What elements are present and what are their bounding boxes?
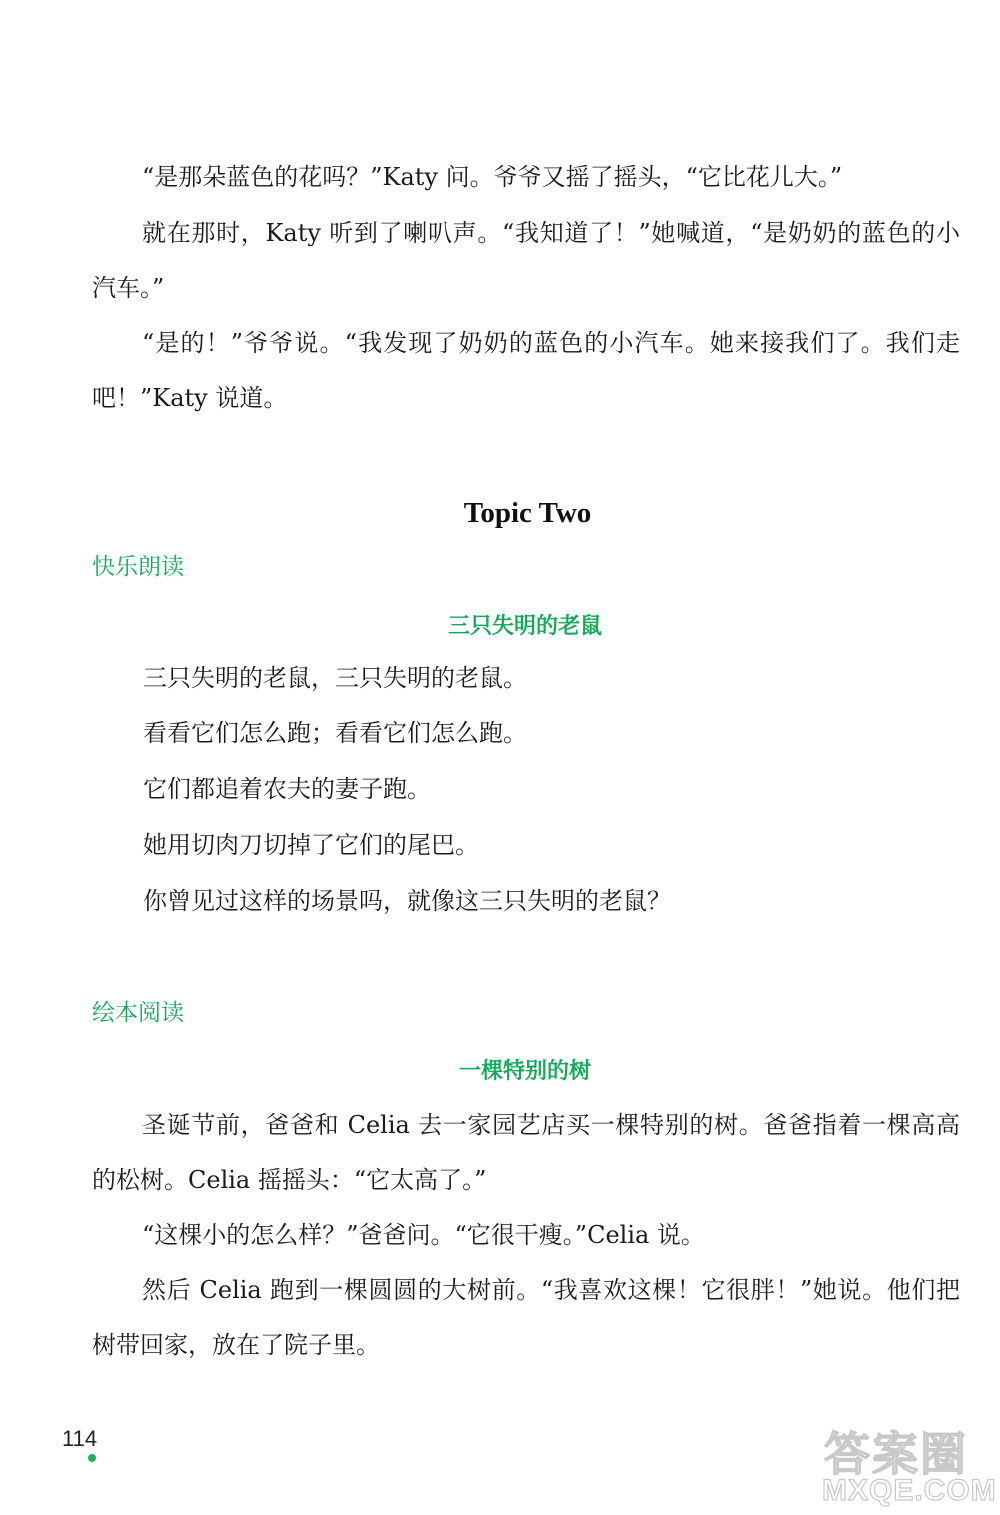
story-paragraph-2: 就在那时，Katy 听到了喇叭声。“我知道了！”她喊道，“是奶奶的蓝色的小汽车。”	[92, 219, 960, 302]
story-paragraph-1: “是那朵蓝色的花吗？”Katy 问。爷爷又摇了摇头，“它比花儿大。”	[142, 163, 843, 191]
watermark-title: 答案圈	[824, 1428, 968, 1480]
tree-paragraph-3: 然后 Celia 跑到一棵圆圆的大树前。“我喜欢这棵！它很胖！”她说。他们把树带回家，放在了院子里。	[92, 1276, 960, 1359]
tree-paragraph-2: “这棵小的怎么样？”爸爸问。“它很干瘦。”Celia 说。	[142, 1221, 705, 1249]
page-number-dot	[88, 1454, 96, 1462]
poem-line-1: 三只失明的老鼠，三只失明的老鼠。	[143, 664, 527, 692]
page-number: 114	[62, 1426, 98, 1451]
tree-paragraph-1: 圣诞节前，爸爸和 Celia 去一家园艺店买一棵特别的树。爸爸指着一棵高高的松树。Celia 摇摇头：“它太高了。”	[92, 1111, 960, 1194]
section-label-happy-reading: 快乐朗读	[92, 554, 184, 580]
story-paragraph-3: “是的！”爷爷说。“我发现了奶奶的蓝色的小汽车。她来接我们了。我们走吧！”Katy 说道。	[92, 329, 960, 412]
poem-line-2: 看看它们怎么跑；看看它们怎么跑。	[143, 719, 527, 747]
watermark-logo	[818, 1418, 997, 1510]
watermark-url: MXQE.COM	[822, 1474, 997, 1507]
poem-title: 三只失明的老鼠	[447, 614, 602, 639]
topic-heading: Topic Two	[463, 497, 592, 529]
poem-line-4: 她用切肉刀切掉了它们的尾巴。	[143, 831, 479, 859]
story-title-special-tree: 一棵特别的树	[458, 1059, 591, 1084]
section-label-picture-book: 绘本阅读	[92, 1000, 184, 1026]
poem-line-3: 它们都追着农夫的妻子跑。	[143, 775, 431, 803]
poem-line-5: 你曾见过这样的场景吗，就像这三只失明的老鼠？	[143, 887, 671, 915]
